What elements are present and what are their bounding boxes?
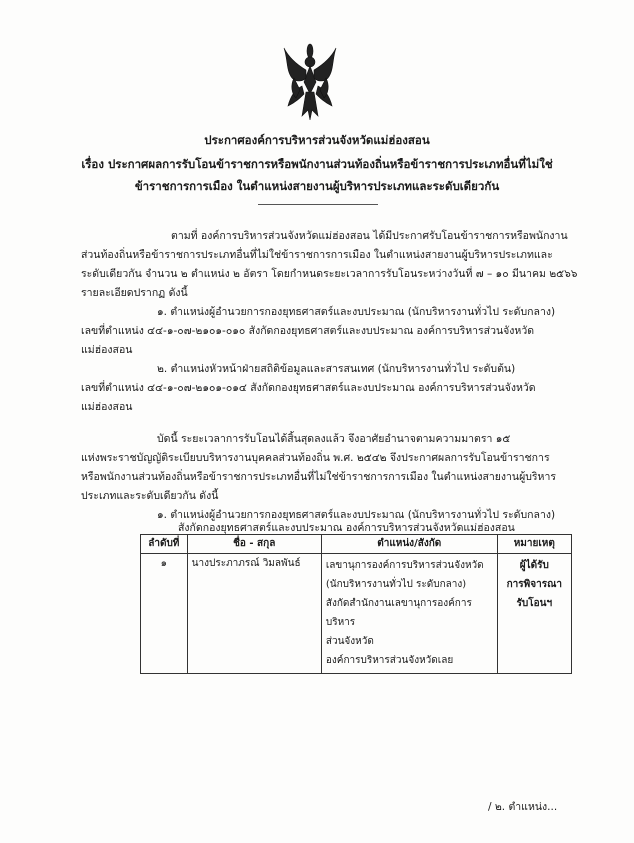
announcement-subject-line1: เรื่อง ประกาศผลการรับโอนข้าราชการหรือพนักงานส่วนท้องถิ่นหรือข้าราชการประเภทอื่นที่ไม่ใช่	[81, 157, 553, 171]
next-page-indicator: / ๒. ตำแหน่ง...	[488, 801, 558, 813]
para2-line1: บัดนี้ ระยะเวลาการรับโอนได้สิ้นสุดลงแล้ว จึงอาศัยอำนาจตามความมาตรา ๑๕	[157, 433, 511, 445]
para1-line4: รายละเอียดปรากฏ ดังนี้	[81, 287, 188, 299]
col-header-no: ลำดับที่	[141, 535, 188, 554]
cell-position	[321, 554, 497, 674]
results-table	[140, 534, 572, 674]
position-line: สังกัดสำนักงานเลขานุการองค์การบริหาร	[325, 598, 472, 628]
position-line: เลขานุการองค์การบริหารส่วนจังหวัด	[325, 560, 484, 571]
col-header-note: หมายเหตุ	[497, 535, 571, 554]
para1-line1: ตามที่ องค์การบริหารส่วนจังหวัดแม่ฮ่องสอน ได้มีประกาศรับโอนข้าราชการหรือพนักงาน	[171, 230, 568, 242]
cell-note	[497, 554, 571, 674]
para1-line3: ระดับเดียวกัน จำนวน ๒ ตำแหน่ง ๒ อัตรา โดยกำหนดระยะเวลาการรับโอนระหว่างวันที่ ๗ – ๑๐ มีนาคม ๒๕๖๖	[81, 268, 578, 280]
table-row	[141, 554, 572, 674]
garuda-emblem-icon	[282, 42, 338, 122]
announcement-organization: ประกาศองค์การบริหารส่วนจังหวัดแม่ฮ่องสอน	[204, 133, 430, 147]
note-line: การพิจารณา	[506, 579, 562, 590]
para2-line4: ประเภทและระดับเดียวกัน ดังนี้	[81, 490, 219, 502]
col-header-name: ชื่อ - สกุล	[187, 535, 321, 554]
para2-line3: หรือพนักงานส่วนท้องถิ่นหรือข้าราชการประเภทอื่นที่ไม่ใช่ข้าราชการการเมือง ในตำแหน่งสายงานผู้บริหาร	[81, 471, 557, 483]
note-line: ผู้ได้รับ	[519, 560, 549, 571]
item2-line3: แม่ฮ่องสอน	[81, 401, 133, 413]
cell-name: นางประภาภรณ์ วิมลพันธ์	[187, 554, 321, 674]
title-divider	[258, 204, 378, 205]
para1-line2: ส่วนท้องถิ่นหรือข้าราชการประเภทอื่นที่ไม่ใช่ข้าราชการการเมือง ในตำแหน่งสายงานผู้บริหารประเภทและ	[81, 249, 553, 261]
note-line: รับโอนฯ	[516, 598, 553, 609]
para2-line2: แห่งพระราชบัญญัติระเบียบบริหารงานบุคคลส่วนท้องถิ่น พ.ศ. ๒๕๔๒ จึงประกาศผลการรับโอนข้าราชการ	[81, 452, 550, 464]
item1-line2: เลขที่ตำแหน่ง ๔๔-๑-๐๗-๒๑๐๑-๐๑๐ สังกัดกองยุทธศาสตร์และงบประมาณ องค์การบริหารส่วนจังหวัด	[81, 325, 535, 337]
result-item1-line2: สังกัดกองยุทธศาสตร์และงบประมาณ องค์การบริหารส่วนจังหวัดแม่ฮ่องสอน	[178, 522, 515, 534]
position-line: (นักบริหารงานทั่วไป ระดับกลาง)	[325, 579, 467, 590]
position-line: ส่วนจังหวัด	[325, 636, 374, 647]
item2-line1: ๒. ตำแหน่งหัวหน้าฝ่ายสถิติข้อมูลและสารสนเทศ (นักบริหารงานทั่วไป ระดับต้น)	[157, 363, 516, 375]
item1-line1: ๑. ตำแหน่งผู้อำนวยการกองยุทธศาสตร์และงบประมาณ (นักบริหารงานทั่วไป ระดับกลาง)	[157, 306, 556, 318]
table-header-row	[141, 535, 572, 554]
position-line: องค์การบริหารส่วนจังหวัดเลย	[325, 655, 454, 666]
cell-no: ๑	[141, 554, 188, 674]
result-item1-line1: ๑. ตำแหน่งผู้อำนวยการกองยุทธศาสตร์และงบประมาณ (นักบริหารงานทั่วไป ระดับกลาง)	[157, 509, 556, 521]
announcement-subject-line2: ข้าราชการการเมือง ในตำแหน่งสายงานผู้บริหารประเภทและระดับเดียวกัน	[134, 179, 500, 193]
item2-line2: เลขที่ตำแหน่ง ๔๔-๑-๐๗-๒๑๐๑-๐๑๔ สังกัดกองยุทธศาสตร์และงบประมาณ องค์การบริหารส่วนจังหวัด	[81, 382, 536, 394]
col-header-position: ตำแหน่ง/สังกัด	[321, 535, 497, 554]
item1-line3: แม่ฮ่องสอน	[81, 344, 133, 356]
